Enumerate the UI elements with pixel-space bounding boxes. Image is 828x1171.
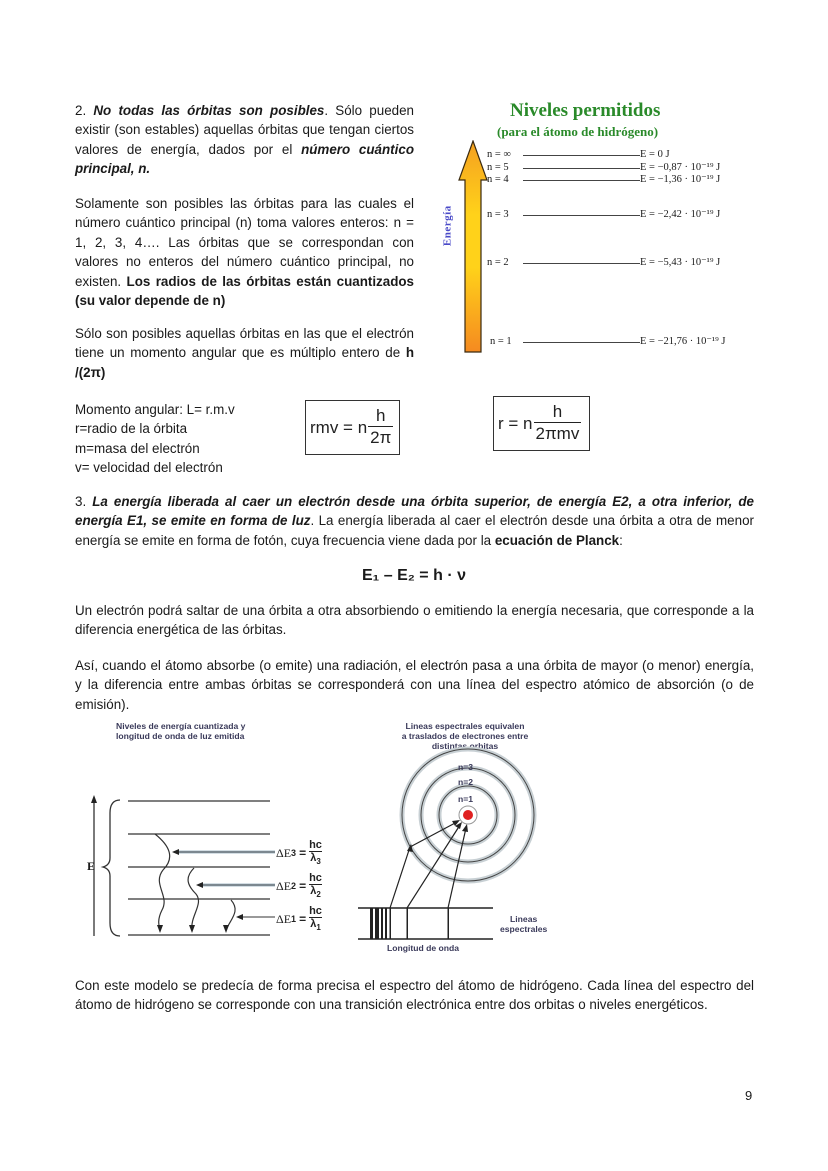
para-text: Solamente son posibles las órbitas para las cuales el número cuántico principal (n) toma valores enteros: n = 1, 2, 3, 4…. Las órbitas que se correspondan con valores no enteros del número cuántico principal, no existen. <box>75 196 414 289</box>
label-line: Lineas <box>510 914 538 924</box>
formula-lhs: rmv = n <box>310 417 368 437</box>
numerator: hc <box>309 905 322 917</box>
title-line: longitud de onda de luz emitida <box>116 731 245 741</box>
section-heading: No todas las órbitas son posibles <box>93 103 325 118</box>
formula-lhs: r = n <box>498 413 533 433</box>
para-absorb-emit: Así, cuando el átomo absorbe (o emite) una radiación, el electrón pasa a una órbita de mayor (o menor) energía, y la diferencia entre ambas órbitas se corresponderá con una línea del espectro atómico de absorción (o de emisión). <box>75 658 754 712</box>
formula-radius <box>493 396 590 451</box>
delta-e: ΔE <box>276 845 292 860</box>
title-line: distintas orbitas <box>431 741 499 751</box>
denominator: λ <box>310 918 317 930</box>
level-n: n = ∞ <box>487 149 511 160</box>
orbit-label-n3: n=3 <box>458 762 474 772</box>
section-heading: La energía liberada al caer un electrón desde una órbita superior, de energía E2, a otra inferior, de energía E1, se emite en forma de luz <box>75 494 754 529</box>
level-row <box>490 336 770 348</box>
section2-intro <box>75 101 414 179</box>
momentum-line: m=masa del electrón <box>75 440 200 456</box>
section2-para-momentum <box>75 324 414 382</box>
level-row <box>487 257 767 269</box>
numerator: h <box>376 406 386 425</box>
formula-fraction <box>368 406 393 449</box>
level-row <box>487 209 767 221</box>
spectral-diagram <box>350 718 580 958</box>
para-bold: h /(2π) <box>75 345 414 380</box>
level-row <box>487 174 767 186</box>
denominator: λ <box>310 885 317 897</box>
section-number: 2. <box>75 103 87 118</box>
orbit-label-n2: n=2 <box>458 777 474 787</box>
momentum-line: v= velocidad del electrón <box>75 460 223 476</box>
delta-e-sub: 2 <box>291 880 297 891</box>
section-number: 3. <box>75 494 87 509</box>
title-line: Lineas espectrales equivalen <box>405 721 525 731</box>
level-energy: E = 0 J <box>640 149 670 160</box>
para-conclusion: Con este modelo se predecía de forma precisa el espectro del átomo de hidrógeno. Cada línea del espectro del átomo de hidrógeno se corresponde con una transición electrónica entre dos orbitas o niveles energéticos. <box>75 978 754 1013</box>
level-n: n = 3 <box>487 209 509 220</box>
level-energy: E = −5,43 · 10⁻¹⁹ J <box>640 257 721 268</box>
para-bold: Los radios de las órbitas están cuantizados (su valor depende de n) <box>75 273 415 309</box>
level-n: n = 2 <box>487 257 509 268</box>
energy-axis-label: Energía <box>441 205 454 247</box>
page-number: 9 <box>745 1088 753 1103</box>
level-n: n = 4 <box>487 174 509 185</box>
momentum-definitions <box>75 400 305 478</box>
level-n: n = 1 <box>490 336 512 347</box>
numerator: hc <box>309 839 322 851</box>
emission-diagram <box>80 718 370 948</box>
delta-e-sub: 3 <box>291 847 297 858</box>
wavelength-label: Longitud de onda <box>387 943 460 953</box>
orbit-label-n1: n=1 <box>458 794 474 804</box>
numerator: hc <box>309 872 322 884</box>
para-text: Sólo son posibles aquellas órbitas en las que el electrón tiene un momento angular que es múltiplo entero de <box>75 326 414 361</box>
planck-equation: E₁ – E₂ = h · ν <box>362 567 466 584</box>
energy-axis-label: E <box>87 859 96 873</box>
level-energy: E = −1,36 · 10⁻¹⁹ J <box>640 174 721 185</box>
delta-e: ΔE <box>276 911 292 926</box>
momentum-line: r=radio de la órbita <box>75 421 188 437</box>
transition-label: ΔE 2 = $\frac{hc}{\lambda_2}$ <box>276 872 322 900</box>
denominator-sub: 3 <box>316 857 321 867</box>
title-line: a traslados de electrones entre <box>401 731 529 741</box>
level-energy: E = −21,76 · 10⁻¹⁹ J <box>640 336 726 347</box>
formula-angular-momentum <box>305 400 400 455</box>
para-electron-jump: Un electrón podrá saltar de una órbita a otra absorbiendo o emitiendo la energía necesaria, que corresponde a la diferencia energética de las órbitas. <box>75 603 754 638</box>
emphasis-text: número cuántico principal, n. <box>75 141 414 177</box>
level-n: n = 5 <box>487 162 509 173</box>
emission-levels-graphic <box>80 718 370 948</box>
delta-e-sub: 1 <box>291 913 297 924</box>
levels-title: Niveles permitidos <box>510 100 661 121</box>
levels-subtitle: (para el átomo de hidrógeno) <box>497 124 659 139</box>
level-energy: E = −0,87 · 10⁻¹⁹ J <box>640 162 721 173</box>
para-text: . La energía liberada al caer el electrón desde una órbita a otra de menor energía se emite en forma de fotón, cuya frecuencia viene dada por la <box>75 513 754 548</box>
denominator: 2πmv <box>535 424 580 443</box>
denominator-sub: 2 <box>316 890 321 900</box>
level-row <box>487 162 767 174</box>
punctuation: : <box>619 532 623 548</box>
label-line: espectrales <box>500 924 548 934</box>
level-row <box>487 149 767 161</box>
denominator-sub: 1 <box>316 923 321 933</box>
title-line: Niveles de energía cuantizada y <box>116 721 246 731</box>
numerator: h <box>552 402 563 421</box>
section2-para-quantized <box>75 194 414 310</box>
momentum-line: Momento angular: L= r.m.v <box>75 402 235 417</box>
section3-intro <box>75 492 754 550</box>
planck-equation-ref: ecuación de Planck <box>494 532 620 548</box>
energy-arrow-icon <box>458 140 488 354</box>
delta-e: ΔE <box>276 878 292 893</box>
intro-text: . Sólo pueden existir (son estables) aquellas órbitas que tengan ciertos valores de energía, dados por el <box>75 103 414 157</box>
transition-label: ΔE 3 = $\frac{hc}{\lambda_3}$ <box>276 839 322 867</box>
denominator: 2π <box>370 428 392 447</box>
denominator: λ <box>310 852 317 864</box>
spectral-lines-label <box>500 914 547 934</box>
level-energy: E = −2,42 · 10⁻¹⁹ J <box>640 209 721 220</box>
transition-label: ΔE 1 = $\frac{hc}{\lambda_1}$ <box>276 905 322 933</box>
levels-diagram <box>440 96 760 366</box>
formula-fraction <box>534 402 582 445</box>
